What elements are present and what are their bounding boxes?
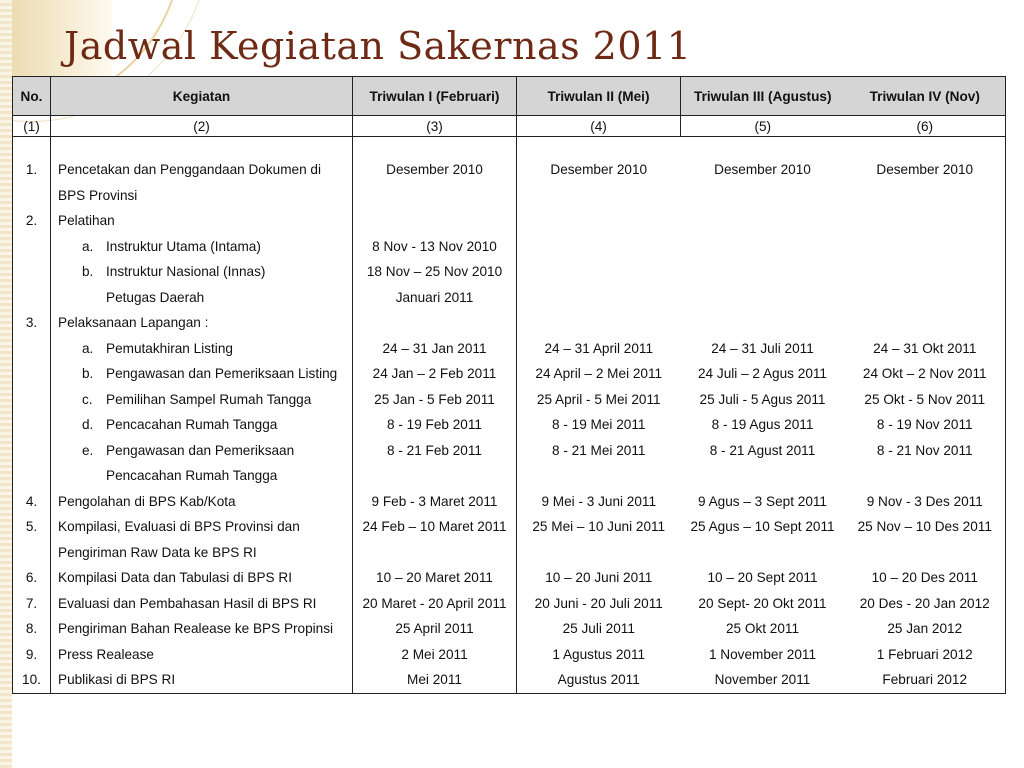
activity-cell <box>51 285 353 311</box>
quarter-4-date <box>845 208 1006 234</box>
quarter-1-date <box>353 463 517 489</box>
quarter-1-date: 25 April 2011 <box>353 616 517 642</box>
header-no: No. <box>13 77 51 116</box>
quarter-3-date: 25 Okt 2011 <box>725 621 800 637</box>
activity-text: Pencacahan Rumah Tangga <box>106 468 278 484</box>
row-number: 10. <box>13 667 51 693</box>
table-row <box>13 616 1006 642</box>
table-row <box>13 183 1006 209</box>
quarter-2-date <box>517 310 681 336</box>
quarter-1-date: 20 Maret - 20 April 2011 <box>353 591 517 617</box>
activity-cell <box>51 336 353 362</box>
table-row <box>13 336 1006 362</box>
table-row <box>13 412 1006 438</box>
row-number <box>13 540 51 566</box>
quarter-4-date: 1 Februari 2012 <box>845 642 1006 668</box>
quarter-4-date: 25 Okt - 5 Nov 2011 <box>845 387 1006 413</box>
quarter-2-date: 25 Juli 2011 <box>517 616 681 642</box>
quarter-3-date <box>681 183 845 209</box>
column-number: (6) <box>845 116 1006 137</box>
quarter-4-date: 24 – 31 Okt 2011 <box>845 336 1006 362</box>
quarter-2-date: 9 Mei - 3 Juni 2011 <box>517 489 681 515</box>
quarter-4-date: Februari 2012 <box>845 667 1006 693</box>
quarter-4-date: 9 Nov - 3 Des 2011 <box>845 489 1006 515</box>
spacer-row <box>13 137 1006 158</box>
quarter-4-date <box>845 310 1006 336</box>
table-row <box>13 514 1006 540</box>
quarter-1-date: 24 Jan – 2 Feb 2011 <box>353 361 517 387</box>
row-number <box>13 336 51 362</box>
quarter-1-date: Desember 2010 <box>353 157 517 183</box>
quarter-1-date <box>353 183 517 209</box>
quarter-2-date <box>517 183 681 209</box>
row-number <box>13 463 51 489</box>
table-row <box>13 259 1006 285</box>
quarter-4-date: 10 – 20 Des 2011 <box>845 565 1006 591</box>
activity-cell <box>51 361 353 387</box>
quarter-3-date: 8 - 21 Agust 2011 <box>709 442 816 458</box>
activity-cell <box>51 157 353 183</box>
table-row <box>13 642 1006 668</box>
activity-cell <box>51 565 353 591</box>
column-number: (1) <box>13 116 51 137</box>
activity-cell <box>51 514 353 540</box>
activity-cell <box>51 387 353 413</box>
activity-sub-letter: d. <box>82 417 94 433</box>
quarter-3-date: Desember 2010 <box>714 162 811 178</box>
quarter-2-date: Desember 2010 <box>517 157 681 183</box>
activity-text: Publikasi di BPS RI <box>58 672 176 688</box>
quarter-4-date <box>845 183 1006 209</box>
quarter-1-date: 10 – 20 Maret 2011 <box>353 565 517 591</box>
quarter-3-date <box>681 208 845 234</box>
schedule-table <box>12 76 1006 694</box>
quarter-1-date: 24 Feb – 10 Maret 2011 <box>353 514 517 540</box>
row-number <box>13 412 51 438</box>
row-number <box>13 285 51 311</box>
quarter-1-date: 2 Mei 2011 <box>353 642 517 668</box>
quarter-1-date: 8 Nov - 13 Nov 2010 <box>353 234 517 260</box>
quarter-4-date: 25 Nov – 10 Des 2011 <box>845 514 1006 540</box>
quarter-4-date <box>845 463 1006 489</box>
table-row <box>13 285 1006 311</box>
header-quarter-2: Triwulan II (Mei) <box>517 77 681 116</box>
row-number: 1. <box>13 157 51 183</box>
quarter-3-date: 10 – 20 Sept 2011 <box>707 570 818 586</box>
activity-text: Pencetakan dan Penggandaan Dokumen di <box>58 162 322 178</box>
activity-text: Instruktur Nasional (Innas) <box>106 264 266 280</box>
activity-text: Kompilasi Data dan Tabulasi di BPS RI <box>58 570 292 586</box>
quarter-3-date <box>681 540 845 566</box>
activity-text: Pengolahan di BPS Kab/Kota <box>58 493 236 509</box>
row-number <box>13 438 51 464</box>
quarter-2-date: 1 Agustus 2011 <box>517 642 681 668</box>
quarter-4-date: 8 - 19 Nov 2011 <box>845 412 1006 438</box>
table-row <box>13 565 1006 591</box>
row-number <box>13 259 51 285</box>
activity-text: Pengawasan dan Pemeriksaan Listing <box>106 366 338 382</box>
activity-text: Pencacahan Rumah Tangga <box>106 417 278 433</box>
activity-text: Pengawasan dan Pemeriksaan <box>106 442 295 458</box>
row-number: 9. <box>13 642 51 668</box>
activity-sub-letter: c. <box>82 391 93 407</box>
activity-cell <box>51 208 353 234</box>
activity-text: Pelatihan <box>58 213 115 229</box>
quarter-1-date: 8 - 19 Feb 2011 <box>353 412 517 438</box>
quarter-3-date: 25 Juli - 5 Agus 2011 <box>699 391 826 407</box>
quarter-3-date: 25 Agus – 10 Sept 2011 <box>690 519 835 535</box>
activity-text: Instruktur Utama (Intama) <box>106 238 261 254</box>
activity-text: Pengiriman Raw Data ke BPS RI <box>58 544 257 560</box>
row-number <box>13 387 51 413</box>
quarter-2-date <box>517 540 681 566</box>
quarter-1-date: Mei 2011 <box>353 667 517 693</box>
quarter-4-date <box>845 234 1006 260</box>
row-number: 5. <box>13 514 51 540</box>
quarter-4-date <box>845 285 1006 311</box>
quarter-2-date: 20 Juni - 20 Juli 2011 <box>517 591 681 617</box>
table-row <box>13 361 1006 387</box>
quarter-1-date <box>353 208 517 234</box>
activity-cell <box>51 259 353 285</box>
quarter-3-date: 8 - 19 Agus 2011 <box>711 417 814 433</box>
activity-sub-letter: e. <box>82 442 94 458</box>
activity-cell <box>51 667 353 693</box>
table-row <box>13 540 1006 566</box>
quarter-1-date: 9 Feb - 3 Maret 2011 <box>353 489 517 515</box>
column-number: (5) <box>681 116 845 137</box>
activity-text: Pengiriman Bahan Realease ke BPS Propinsi <box>58 621 334 637</box>
quarter-3-date: 24 – 31 Juli 2011 <box>711 340 814 356</box>
quarter-2-date <box>517 285 681 311</box>
table-row <box>13 310 1006 336</box>
quarter-4-date <box>845 259 1006 285</box>
table-row <box>13 387 1006 413</box>
activity-text: Pemilihan Sampel Rumah Tangga <box>106 391 312 407</box>
row-number <box>13 234 51 260</box>
activity-text: BPS Provinsi <box>58 187 138 203</box>
header-activity: Kegiatan <box>51 77 353 116</box>
quarter-2-date: 25 Mei – 10 Juni 2011 <box>517 514 681 540</box>
table-row <box>13 157 1006 183</box>
quarter-3-date <box>681 463 845 489</box>
row-number: 4. <box>13 489 51 515</box>
quarter-3-date <box>681 310 845 336</box>
quarter-2-date <box>517 259 681 285</box>
quarter-2-date: 25 April - 5 Mei 2011 <box>517 387 681 413</box>
table-row <box>13 489 1006 515</box>
activity-cell <box>51 463 353 489</box>
quarter-4-date: 24 Okt – 2 Nov 2011 <box>845 361 1006 387</box>
quarter-4-date: 25 Jan 2012 <box>845 616 1006 642</box>
quarter-2-date: 24 – 31 April 2011 <box>517 336 681 362</box>
row-number <box>13 183 51 209</box>
quarter-1-date: 18 Nov – 25 Nov 2010 <box>353 259 517 285</box>
quarter-3-date <box>681 259 845 285</box>
activity-cell <box>51 540 353 566</box>
slide-title: Jadwal Kegiatan Sakernas 2011 <box>64 24 692 68</box>
table-header-row <box>13 77 1006 116</box>
quarter-4-date: 20 Des - 20 Jan 2012 <box>845 591 1006 617</box>
table-row <box>13 234 1006 260</box>
activity-sub-letter: a. <box>82 238 94 254</box>
quarter-1-date <box>353 540 517 566</box>
activity-cell <box>51 412 353 438</box>
quarter-1-date: 8 - 21 Feb 2011 <box>353 438 517 464</box>
row-number: 2. <box>13 208 51 234</box>
activity-text: Pemutakhiran Listing <box>106 340 233 356</box>
quarter-2-date: 8 - 19 Mei 2011 <box>517 412 681 438</box>
header-quarter-4: Triwulan IV (Nov) <box>845 77 1006 116</box>
activity-cell <box>51 642 353 668</box>
header-quarter-1: Triwulan I (Februari) <box>353 77 517 116</box>
quarter-3-date: 9 Agus – 3 Sept 2011 <box>698 493 827 509</box>
activity-cell <box>51 616 353 642</box>
column-number-row <box>13 116 1006 137</box>
activity-sub-letter: a. <box>82 340 94 356</box>
activity-cell <box>51 310 353 336</box>
activity-sub-letter: b. <box>82 264 94 280</box>
quarter-2-date: Agustus 2011 <box>517 667 681 693</box>
quarter-3-date: 1 November 2011 <box>708 646 817 662</box>
row-number: 3. <box>13 310 51 336</box>
activity-sub-letter: b. <box>82 366 94 382</box>
quarter-3-date <box>681 234 845 260</box>
header-quarter-3: Triwulan III (Agustus) <box>681 77 845 116</box>
quarter-1-date: 25 Jan - 5 Feb 2011 <box>353 387 517 413</box>
quarter-3-date: November 2011 <box>681 667 845 693</box>
quarter-4-date: 8 - 21 Nov 2011 <box>845 438 1006 464</box>
table-row <box>13 438 1006 464</box>
activity-text: Pelaksanaan Lapangan : <box>58 315 209 331</box>
activity-cell <box>51 183 353 209</box>
activity-cell <box>51 438 353 464</box>
quarter-2-date <box>517 234 681 260</box>
row-number: 6. <box>13 565 51 591</box>
row-number: 7. <box>13 591 51 617</box>
quarter-1-date: 24 – 31 Jan 2011 <box>353 336 517 362</box>
table-row <box>13 591 1006 617</box>
row-number: 8. <box>13 616 51 642</box>
quarter-2-date <box>517 463 681 489</box>
table-row <box>13 463 1006 489</box>
activity-text: Press Realease <box>58 646 154 662</box>
quarter-1-date: Januari 2011 <box>353 285 517 311</box>
quarter-3-date: 24 Juli – 2 Agus 2011 <box>698 366 827 382</box>
column-number: (4) <box>517 116 681 137</box>
column-number: (2) <box>51 116 353 137</box>
quarter-3-date: 20 Sept- 20 Okt 2011 <box>698 595 827 611</box>
quarter-2-date: 8 - 21 Mei 2011 <box>517 438 681 464</box>
row-number <box>13 361 51 387</box>
column-number: (3) <box>353 116 517 137</box>
activity-cell <box>51 489 353 515</box>
quarter-2-date <box>517 208 681 234</box>
activity-text: Petugas Daerah <box>106 289 205 305</box>
quarter-2-date: 10 – 20 Juni 2011 <box>517 565 681 591</box>
quarter-4-date <box>845 540 1006 566</box>
quarter-4-date: Desember 2010 <box>845 157 1006 183</box>
quarter-3-date <box>681 285 845 311</box>
quarter-1-date <box>353 310 517 336</box>
table-row <box>13 667 1006 693</box>
activity-text: Evaluasi dan Pembahasan Hasil di BPS RI <box>58 595 317 611</box>
activity-cell <box>51 591 353 617</box>
decorative-side-strip <box>0 0 12 768</box>
activity-cell <box>51 234 353 260</box>
quarter-2-date: 24 April – 2 Mei 2011 <box>517 361 681 387</box>
table-row <box>13 208 1006 234</box>
activity-text: Kompilasi, Evaluasi di BPS Provinsi dan <box>58 519 300 535</box>
